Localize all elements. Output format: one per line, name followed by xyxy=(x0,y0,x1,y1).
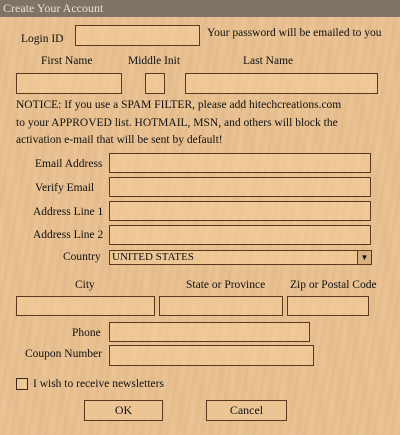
login-id-input[interactable] xyxy=(75,25,200,46)
phone-label: Phone xyxy=(72,327,101,339)
address-line-2-input[interactable] xyxy=(109,225,371,245)
country-label: Country xyxy=(63,251,101,263)
verify-email-input[interactable] xyxy=(109,177,371,197)
cancel-button[interactable]: Cancel xyxy=(206,400,287,421)
notice-line: activation e-mail that will be sent by default! xyxy=(16,134,223,146)
zip-input[interactable] xyxy=(287,296,369,316)
address-line-2-label: Address Line 2 xyxy=(33,229,104,241)
notice-line: NOTICE: If you use a SPAM FILTER, please add hitechcreations.com xyxy=(16,99,342,111)
country-select[interactable] xyxy=(109,250,372,265)
email-address-label: Email Address xyxy=(35,158,103,170)
coupon-number-input[interactable] xyxy=(109,345,314,366)
phone-input[interactable] xyxy=(109,322,310,342)
middle-init-input[interactable] xyxy=(145,73,165,94)
zip-label: Zip or Postal Code xyxy=(290,279,377,291)
verify-email-label: Verify Email xyxy=(35,182,95,194)
login-id-label: Login ID xyxy=(21,33,64,45)
state-input[interactable] xyxy=(159,296,283,316)
country-selected-value: UNITED STATES xyxy=(112,251,194,263)
window-title: Create Your Account xyxy=(0,0,400,17)
chevron-down-icon[interactable]: ▼ xyxy=(357,251,371,264)
address-line-1-input[interactable] xyxy=(109,201,371,221)
first-name-label: First Name xyxy=(41,55,93,67)
last-name-input[interactable] xyxy=(185,73,378,94)
newsletter-checkbox[interactable] xyxy=(16,378,28,390)
city-input[interactable] xyxy=(16,296,155,316)
city-label: City xyxy=(75,279,95,291)
notice-line: to your APPROVED list. HOTMAIL, MSN, and others will block the xyxy=(16,116,338,129)
ok-button[interactable]: OK xyxy=(84,400,163,421)
email-address-input[interactable] xyxy=(109,153,371,173)
middle-init-label: Middle Init xyxy=(128,55,181,67)
newsletter-label: I wish to receive newsletters xyxy=(33,378,164,390)
last-name-label: Last Name xyxy=(243,55,294,67)
coupon-number-label: Coupon Number xyxy=(25,348,102,360)
address-line-1-label: Address Line 1 xyxy=(33,206,104,218)
first-name-input[interactable] xyxy=(16,73,122,94)
state-label: State or Province xyxy=(186,279,266,291)
password-email-note: Your password will be emailed to you xyxy=(207,27,382,39)
spam-filter-notice xyxy=(16,97,376,150)
